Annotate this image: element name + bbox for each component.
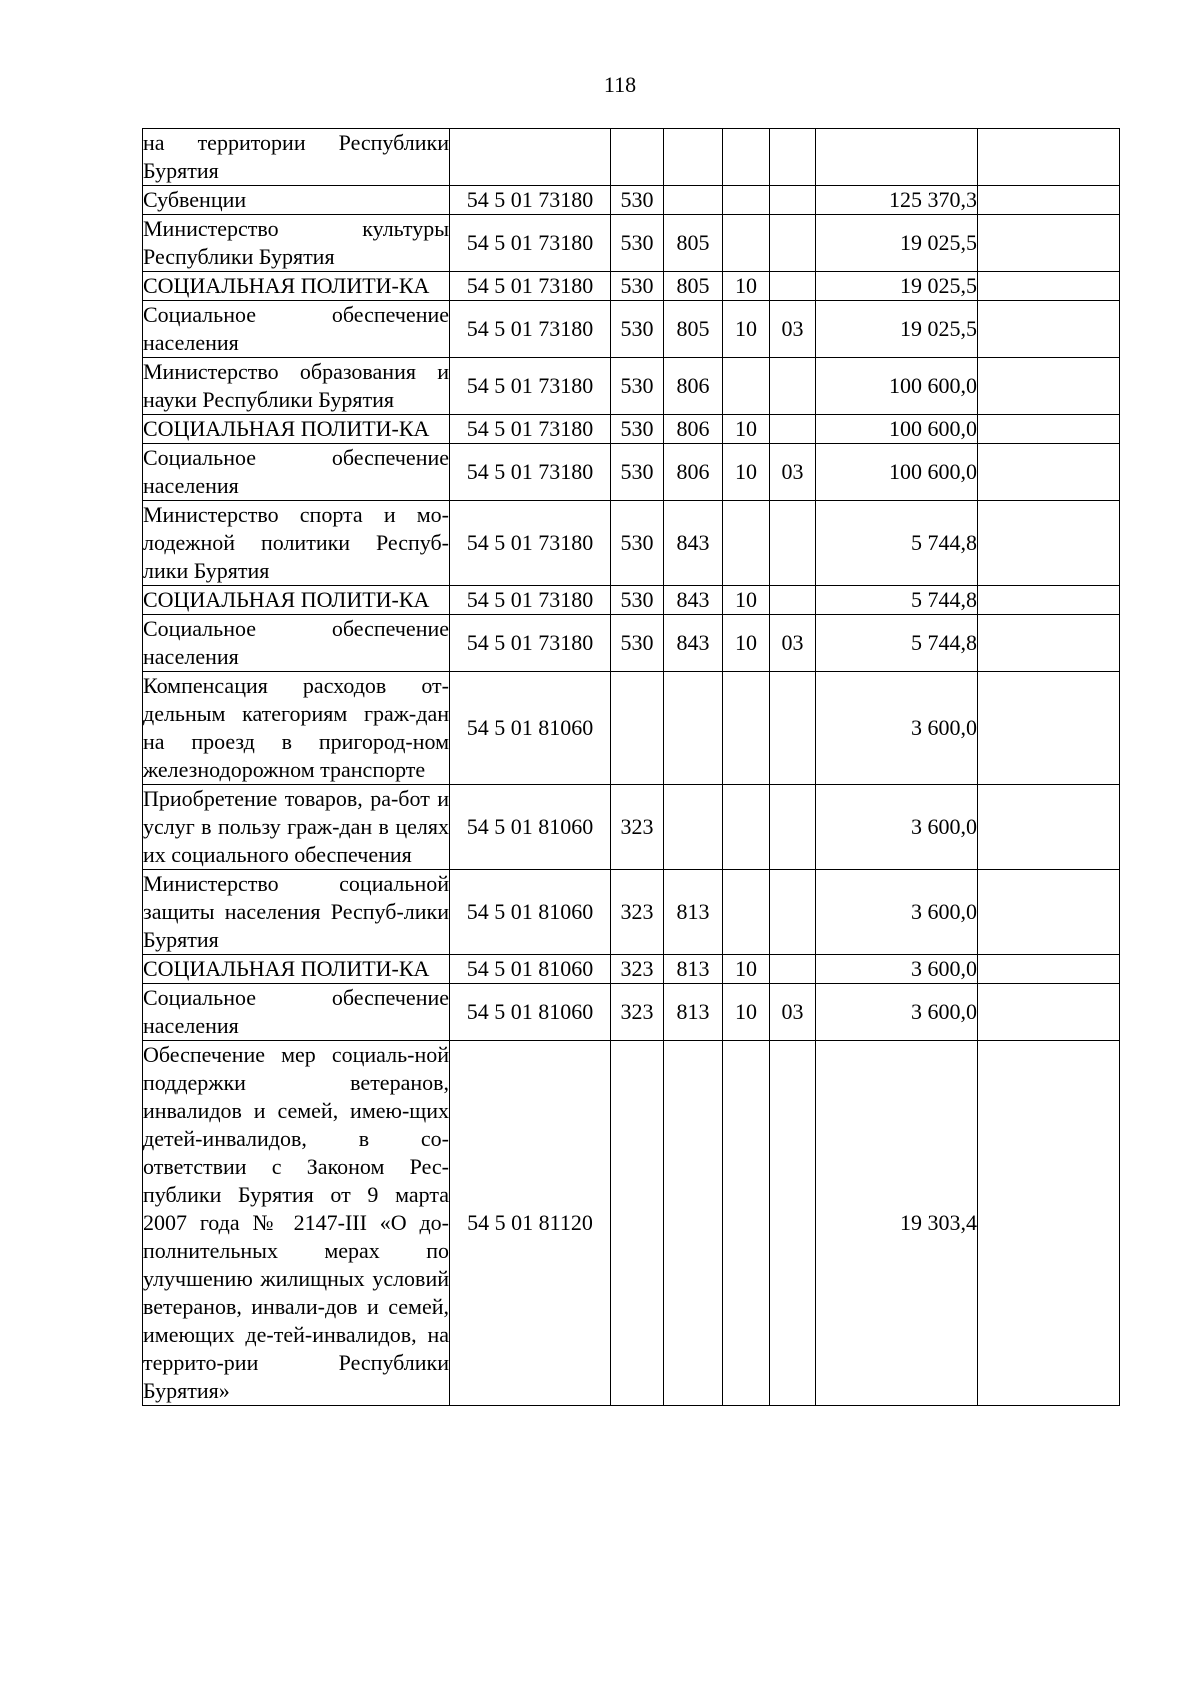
section-cell <box>723 215 770 272</box>
table-row <box>143 358 1120 415</box>
expense-type-cell: 530 <box>611 444 664 501</box>
empty-cell <box>978 301 1120 358</box>
table-row <box>143 215 1120 272</box>
table-row <box>143 955 1120 984</box>
expense-type-cell: 323 <box>611 955 664 984</box>
empty-cell <box>978 615 1120 672</box>
row-name-cell: Социальное обеспечение населения <box>143 984 450 1041</box>
expense-type-cell: 530 <box>611 186 664 215</box>
budget-table <box>142 128 1120 1406</box>
amount-cell: 100 600,0 <box>816 444 978 501</box>
row-name-cell: СОЦИАЛЬНАЯ ПОЛИТИ-КА <box>143 415 450 444</box>
amount-cell: 100 600,0 <box>816 415 978 444</box>
row-name-cell: Министерство спорта и мо-лодежной политики Респуб-лики Бурятия <box>143 501 450 586</box>
subsection-cell <box>770 586 816 615</box>
amount-cell: 3 600,0 <box>816 955 978 984</box>
section-cell <box>723 785 770 870</box>
amount-cell: 125 370,3 <box>816 186 978 215</box>
row-name-cell: Социальное обеспечение населения <box>143 444 450 501</box>
target-code-cell: 54 5 01 81060 <box>450 785 611 870</box>
target-code-cell: 54 5 01 73180 <box>450 501 611 586</box>
row-name-cell: Компенсация расходов от-дельным категориям граж-дан на проезд в пригород-ном железнодорожном транспорте <box>143 672 450 785</box>
empty-cell <box>978 415 1120 444</box>
amount-cell: 3 600,0 <box>816 785 978 870</box>
amount-cell: 19 025,5 <box>816 301 978 358</box>
empty-cell <box>978 501 1120 586</box>
empty-cell <box>978 358 1120 415</box>
empty-cell <box>978 444 1120 501</box>
empty-cell <box>978 984 1120 1041</box>
target-code-cell: 54 5 01 81060 <box>450 672 611 785</box>
amount-cell: 100 600,0 <box>816 358 978 415</box>
row-name-cell: Министерство образования и науки Республики Бурятия <box>143 358 450 415</box>
expense-type-cell <box>611 129 664 186</box>
section-cell <box>723 501 770 586</box>
expense-type-cell: 530 <box>611 358 664 415</box>
table-row <box>143 1041 1120 1406</box>
department-code-cell: 843 <box>664 501 723 586</box>
section-cell: 10 <box>723 955 770 984</box>
subsection-cell: 03 <box>770 301 816 358</box>
target-code-cell: 54 5 01 73180 <box>450 444 611 501</box>
department-code-cell <box>664 186 723 215</box>
amount-cell <box>816 129 978 186</box>
empty-cell <box>978 870 1120 955</box>
empty-cell <box>978 186 1120 215</box>
subsection-cell <box>770 129 816 186</box>
subsection-cell: 03 <box>770 984 816 1041</box>
expense-type-cell: 530 <box>611 615 664 672</box>
table-row <box>143 984 1120 1041</box>
expense-type-cell: 323 <box>611 984 664 1041</box>
target-code-cell: 54 5 01 81060 <box>450 955 611 984</box>
subsection-cell <box>770 1041 816 1406</box>
empty-cell <box>978 129 1120 186</box>
department-code-cell: 805 <box>664 272 723 301</box>
department-code-cell: 806 <box>664 358 723 415</box>
table-row <box>143 444 1120 501</box>
department-code-cell: 813 <box>664 984 723 1041</box>
expense-type-cell: 530 <box>611 501 664 586</box>
department-code-cell <box>664 785 723 870</box>
subsection-cell <box>770 785 816 870</box>
department-code-cell: 813 <box>664 870 723 955</box>
table-row <box>143 272 1120 301</box>
department-code-cell <box>664 1041 723 1406</box>
amount-cell: 19 303,4 <box>816 1041 978 1406</box>
amount-cell: 19 025,5 <box>816 272 978 301</box>
amount-cell: 5 744,8 <box>816 501 978 586</box>
table-row <box>143 415 1120 444</box>
subsection-cell <box>770 186 816 215</box>
section-cell <box>723 1041 770 1406</box>
amount-cell: 3 600,0 <box>816 984 978 1041</box>
table-row <box>143 586 1120 615</box>
department-code-cell: 843 <box>664 615 723 672</box>
row-name-cell: Обеспечение мер социаль-ной поддержки ветеранов, инвалидов и семей, имею-щих детей-инвалидов, в со-ответствии с Законом Рес-публики Бурятия от 9 марта 2007 года № 2147-III «О до-полнительных мерах по улучшению жилищных условий ветеранов, инвали-дов и семей, имеющих де-тей-инвалидов, на террито-рии Республики Бурятия» <box>143 1041 450 1406</box>
row-name-cell: Министерство социальной защиты населения Респуб-лики Бурятия <box>143 870 450 955</box>
target-code-cell: 54 5 01 73180 <box>450 615 611 672</box>
table-row <box>143 301 1120 358</box>
section-cell: 10 <box>723 984 770 1041</box>
target-code-cell: 54 5 01 73180 <box>450 586 611 615</box>
table-row <box>143 186 1120 215</box>
table-row <box>143 501 1120 586</box>
table-body <box>143 129 1120 1406</box>
empty-cell <box>978 586 1120 615</box>
row-name-cell: Социальное обеспечение населения <box>143 301 450 358</box>
target-code-cell: 54 5 01 81060 <box>450 870 611 955</box>
target-code-cell: 54 5 01 73180 <box>450 358 611 415</box>
empty-cell <box>978 955 1120 984</box>
department-code-cell: 806 <box>664 415 723 444</box>
expense-type-cell: 530 <box>611 215 664 272</box>
section-cell: 10 <box>723 444 770 501</box>
subsection-cell <box>770 501 816 586</box>
section-cell <box>723 672 770 785</box>
table-row <box>143 672 1120 785</box>
empty-cell <box>978 215 1120 272</box>
subsection-cell <box>770 672 816 785</box>
row-name-cell: Социальное обеспечение населения <box>143 615 450 672</box>
amount-cell: 3 600,0 <box>816 870 978 955</box>
subsection-cell <box>770 415 816 444</box>
row-name-cell: СОЦИАЛЬНАЯ ПОЛИТИ-КА <box>143 586 450 615</box>
empty-cell <box>978 672 1120 785</box>
empty-cell <box>978 1041 1120 1406</box>
department-code-cell <box>664 129 723 186</box>
expense-type-cell: 323 <box>611 785 664 870</box>
amount-cell: 3 600,0 <box>816 672 978 785</box>
department-code-cell: 843 <box>664 586 723 615</box>
department-code-cell: 805 <box>664 301 723 358</box>
section-cell: 10 <box>723 301 770 358</box>
expense-type-cell: 530 <box>611 272 664 301</box>
section-cell: 10 <box>723 272 770 301</box>
section-cell: 10 <box>723 615 770 672</box>
department-code-cell <box>664 672 723 785</box>
subsection-cell: 03 <box>770 615 816 672</box>
row-name-cell: на территории Республики Бурятия <box>143 129 450 186</box>
target-code-cell: 54 5 01 73180 <box>450 415 611 444</box>
row-name-cell: СОЦИАЛЬНАЯ ПОЛИТИ-КА <box>143 955 450 984</box>
subsection-cell: 03 <box>770 444 816 501</box>
table-row <box>143 129 1120 186</box>
amount-cell: 5 744,8 <box>816 586 978 615</box>
row-name-cell: Министерство культуры Республики Бурятия <box>143 215 450 272</box>
department-code-cell: 805 <box>664 215 723 272</box>
target-code-cell: 54 5 01 81060 <box>450 984 611 1041</box>
row-name-cell: Субвенции <box>143 186 450 215</box>
target-code-cell: 54 5 01 73180 <box>450 215 611 272</box>
subsection-cell <box>770 272 816 301</box>
amount-cell: 5 744,8 <box>816 615 978 672</box>
row-name-cell: Приобретение товаров, ра-бот и услуг в пользу граж-дан в целях их социального обеспечения <box>143 785 450 870</box>
section-cell: 10 <box>723 415 770 444</box>
target-code-cell <box>450 129 611 186</box>
subsection-cell <box>770 870 816 955</box>
subsection-cell <box>770 358 816 415</box>
section-cell <box>723 129 770 186</box>
empty-cell <box>978 272 1120 301</box>
expense-type-cell: 530 <box>611 586 664 615</box>
subsection-cell <box>770 215 816 272</box>
subsection-cell <box>770 955 816 984</box>
department-code-cell: 813 <box>664 955 723 984</box>
page-number: 118 <box>603 72 637 97</box>
expense-type-cell <box>611 1041 664 1406</box>
section-cell: 10 <box>723 586 770 615</box>
expense-type-cell <box>611 672 664 785</box>
expense-type-cell: 530 <box>611 415 664 444</box>
expense-type-cell: 323 <box>611 870 664 955</box>
section-cell <box>723 870 770 955</box>
row-name-cell: СОЦИАЛЬНАЯ ПОЛИТИ-КА <box>143 272 450 301</box>
table-row <box>143 870 1120 955</box>
target-code-cell: 54 5 01 73180 <box>450 186 611 215</box>
amount-cell: 19 025,5 <box>816 215 978 272</box>
expense-type-cell: 530 <box>611 301 664 358</box>
table-row <box>143 615 1120 672</box>
target-code-cell: 54 5 01 73180 <box>450 301 611 358</box>
empty-cell <box>978 785 1120 870</box>
target-code-cell: 54 5 01 73180 <box>450 272 611 301</box>
section-cell <box>723 186 770 215</box>
department-code-cell: 806 <box>664 444 723 501</box>
section-cell <box>723 358 770 415</box>
target-code-cell: 54 5 01 81120 <box>450 1041 611 1406</box>
table-row <box>143 785 1120 870</box>
